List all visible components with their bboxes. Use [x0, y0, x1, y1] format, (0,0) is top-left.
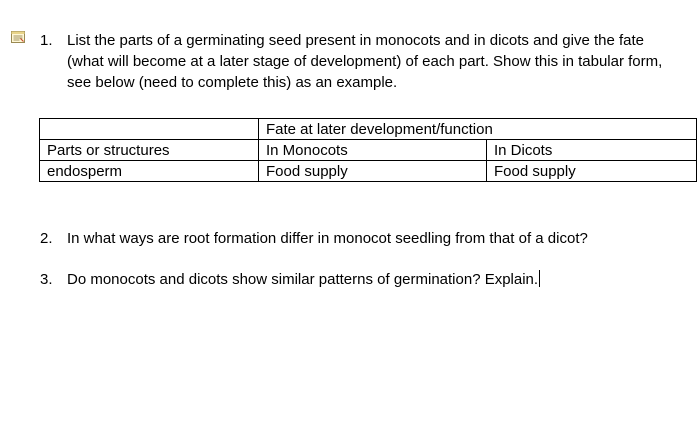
table-cell-dicots[interactable]: Food supply	[487, 161, 697, 182]
question-text-line: (what will become at a later stage of development) of each part. Show this in tabular form,	[67, 53, 663, 70]
question-2	[40, 229, 680, 249]
question-text: In what ways are root formation differ in monocot seedling from that of a dicot?	[67, 230, 588, 247]
table-header-monocots[interactable]: In Monocots	[259, 140, 487, 161]
fate-table	[39, 118, 697, 182]
question-text-line: see below (need to complete this) as an example.	[67, 74, 398, 91]
table-row	[40, 161, 697, 182]
table-cell-empty[interactable]	[40, 119, 259, 140]
question-text-line: List the parts of a germinating seed present in monocots and in dicots and give the fate	[67, 32, 645, 49]
question-text: Do monocots and dicots show similar patterns of germination? Explain.	[67, 271, 539, 288]
question-number: 1.	[40, 32, 53, 49]
question-number: 2.	[40, 230, 53, 247]
question-text-wrap[interactable]	[67, 270, 540, 290]
question-1	[40, 31, 695, 93]
table-cell-part[interactable]: endosperm	[40, 161, 259, 182]
question-number: 3.	[40, 271, 53, 288]
table-header-row	[40, 140, 697, 161]
table-header-fate[interactable]: Fate at later development/function	[259, 119, 697, 140]
question-3	[40, 270, 680, 290]
text-caret	[539, 270, 540, 287]
question-text	[67, 31, 695, 94]
note-icon[interactable]	[11, 31, 25, 43]
table-header-parts[interactable]: Parts or structures	[40, 140, 259, 161]
table-header-row	[40, 119, 697, 140]
table-cell-monocots[interactable]: Food supply	[259, 161, 487, 182]
table-header-dicots[interactable]: In Dicots	[487, 140, 697, 161]
